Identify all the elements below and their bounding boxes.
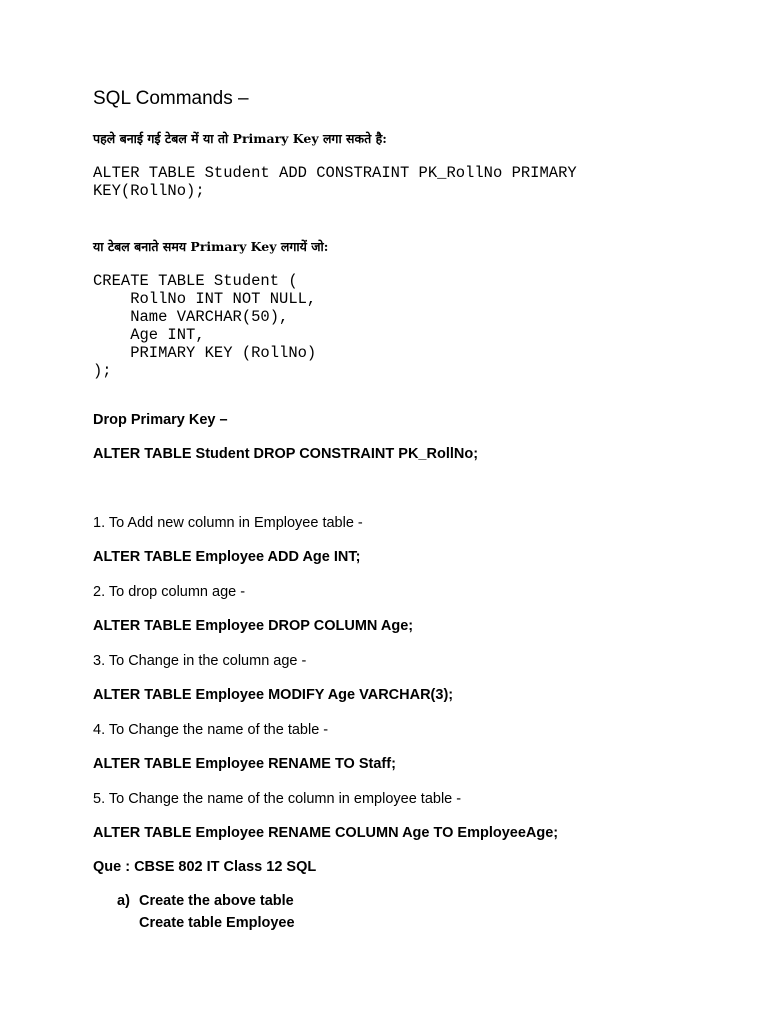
sub-item-line1: Create the above table: [139, 893, 294, 909]
list-item-text: 5. To Change the name of the column in employee table -: [93, 791, 462, 807]
list-item-command: ALTER TABLE Employee RENAME TO Staff;: [93, 756, 396, 772]
list-item-text: 4. To Change the name of the table -: [93, 722, 329, 738]
list-item-command: ALTER TABLE Employee ADD Age INT;: [93, 549, 361, 565]
list-item-command: ALTER TABLE Employee MODIFY Age VARCHAR(3);: [93, 687, 454, 703]
drop-primary-key-heading: Drop Primary Key –: [93, 412, 228, 428]
code-create-table-student: CREATE TABLE Student ( RollNo INT NOT NULL, Name VARCHAR(50), Age INT, PRIMARY KEY (RollNo) );: [93, 272, 317, 380]
hindi-note-add-primary-key: पहले बनाई गई टेबल में या तो Primary Key लगा सकते है:: [93, 131, 387, 146]
hindi-note-create-with-primary-key: या टेबल बनाते समय Primary Key लगायें जो:: [93, 239, 329, 254]
code-alter-add-constraint: ALTER TABLE Student ADD CONSTRAINT PK_RollNo PRIMARY KEY(RollNo);: [93, 164, 577, 200]
question-heading: Que : CBSE 802 IT Class 12 SQL: [93, 859, 317, 875]
list-item-text: 2. To drop column age -: [93, 584, 246, 600]
list-item-text: 1. To Add new column in Employee table -: [93, 515, 363, 531]
sub-item-line2: Create table Employee: [139, 915, 295, 931]
list-item-text: 3. To Change in the column age -: [93, 653, 307, 669]
sub-item-marker: a): [117, 893, 130, 909]
drop-primary-key-command: ALTER TABLE Student DROP CONSTRAINT PK_RollNo;: [93, 446, 479, 462]
list-item-command: ALTER TABLE Employee DROP COLUMN Age;: [93, 618, 414, 634]
question-sub-item: [117, 890, 294, 912]
document-title: SQL Commands –: [93, 88, 249, 109]
list-item-command: ALTER TABLE Employee RENAME COLUMN Age TO EmployeeAge;: [93, 825, 559, 841]
